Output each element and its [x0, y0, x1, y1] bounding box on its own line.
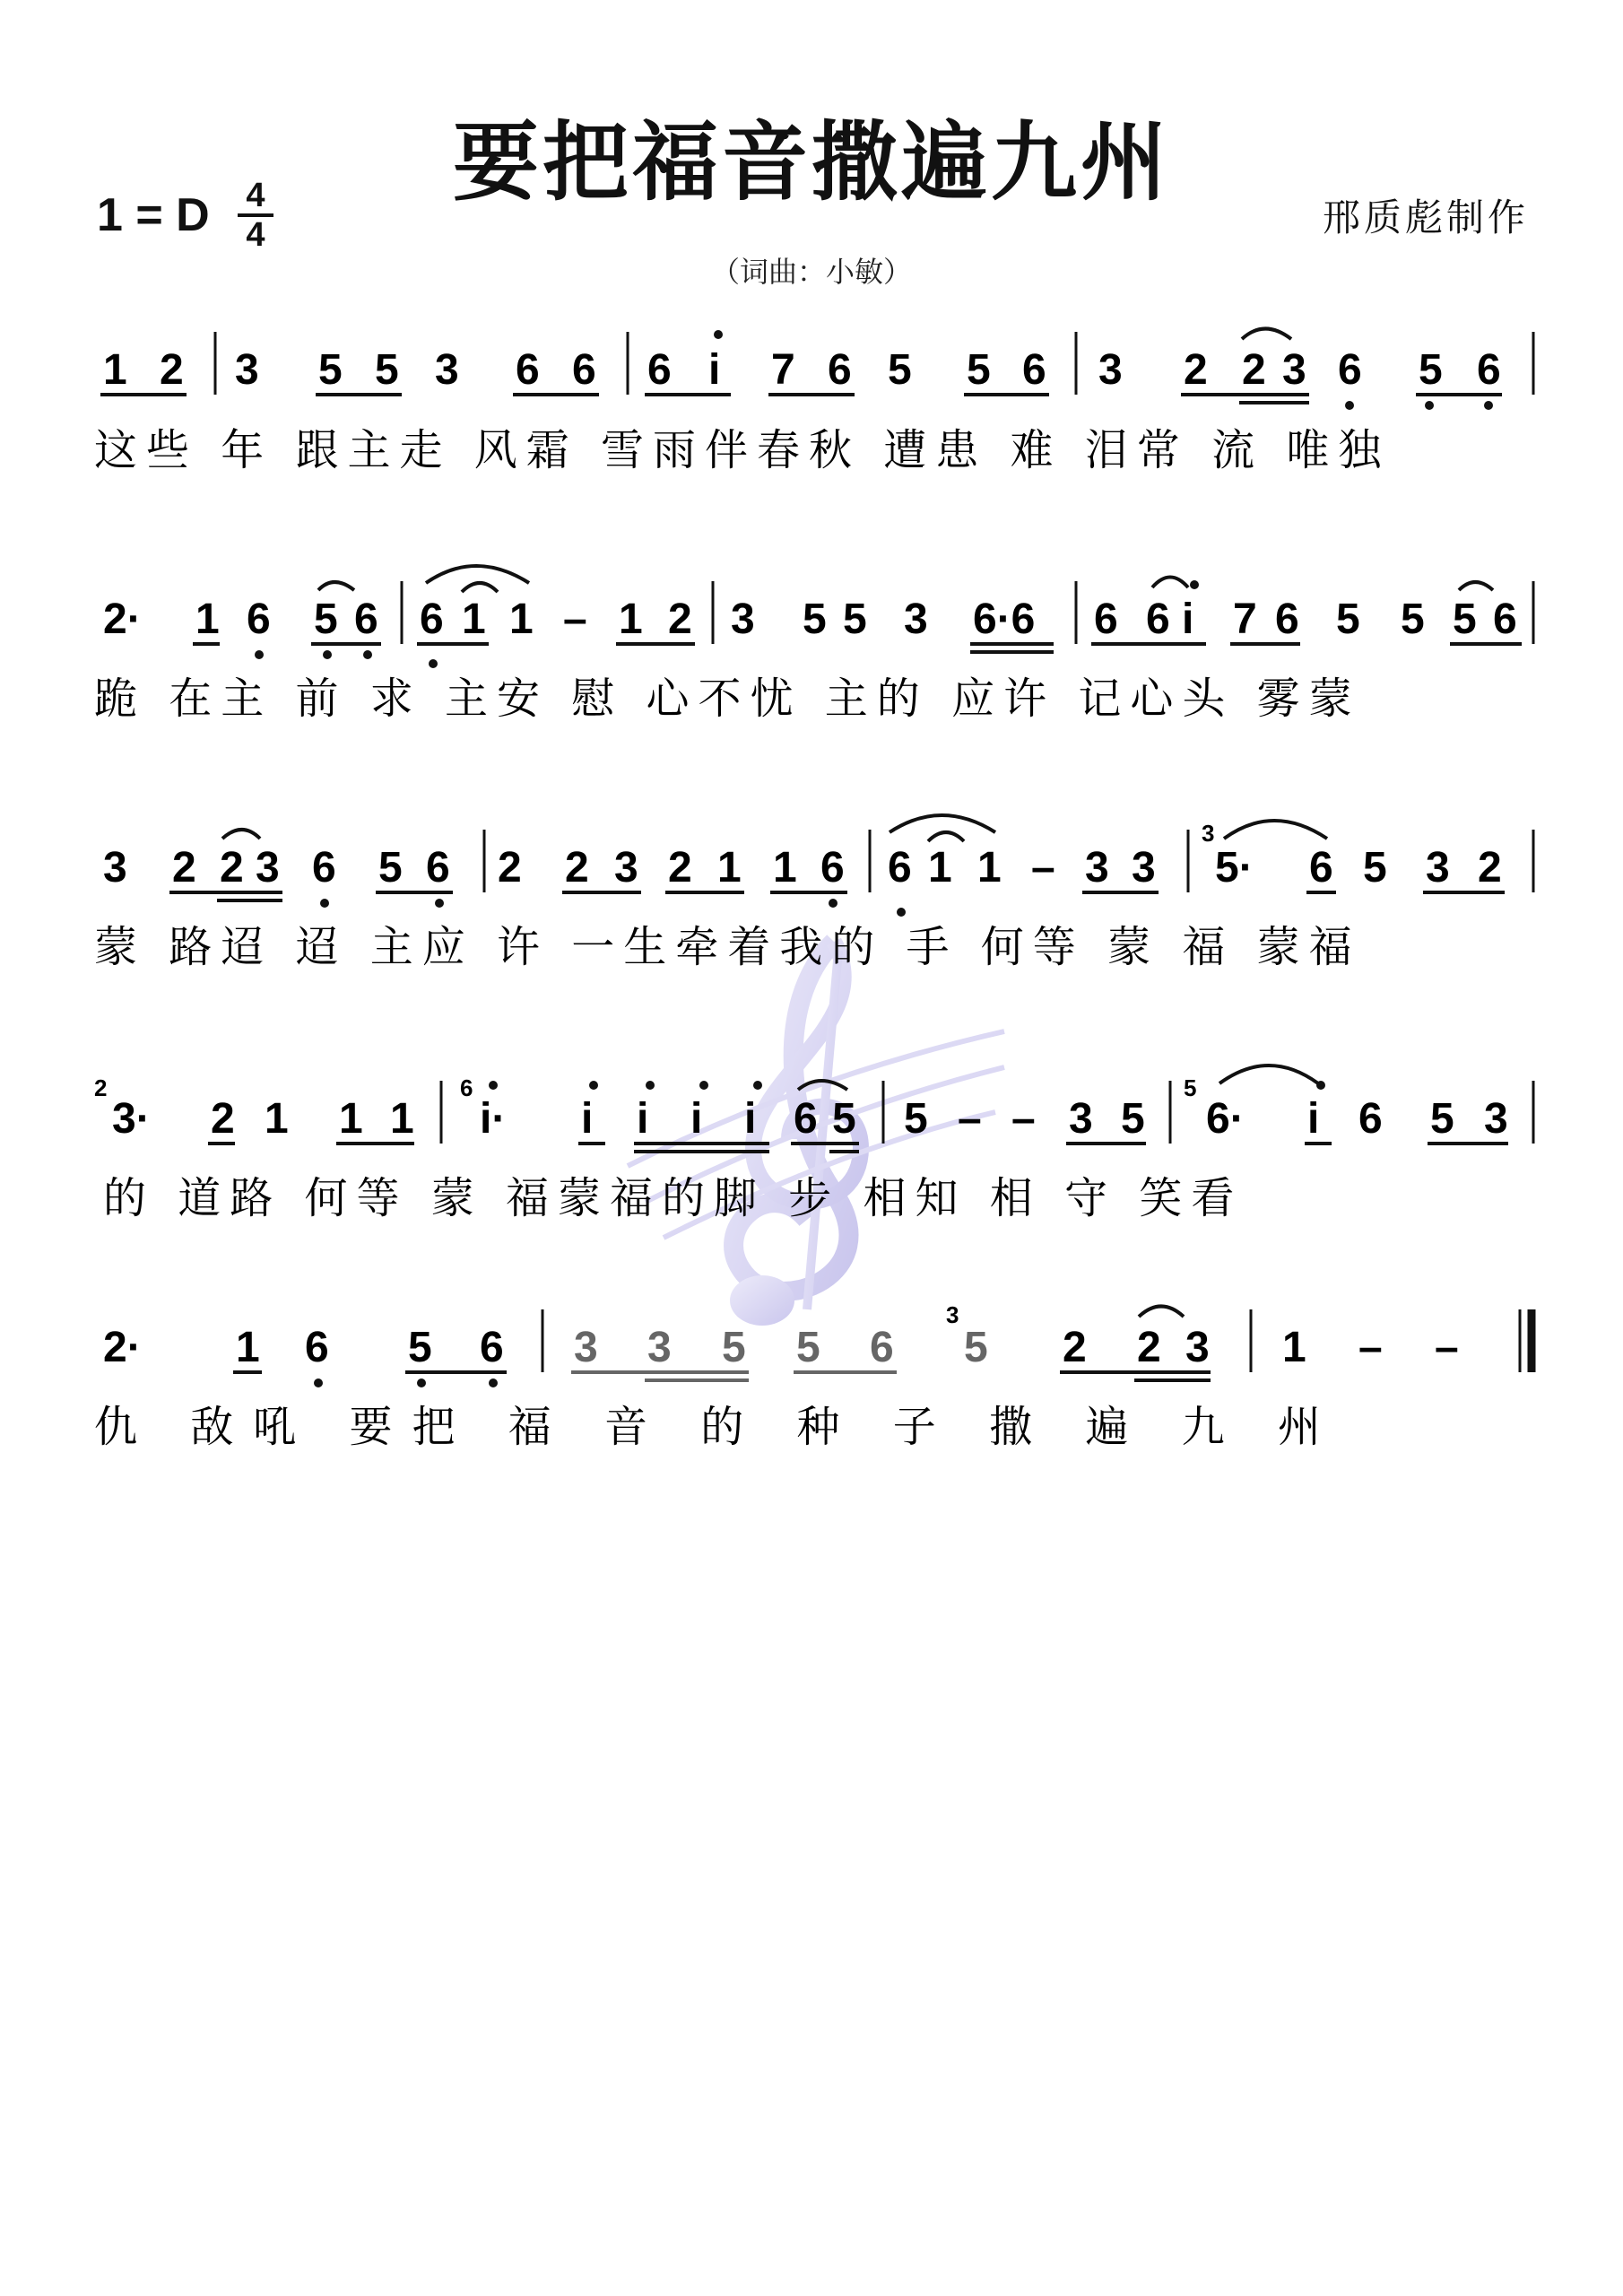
note: 3	[614, 844, 638, 891]
note: 2	[1242, 346, 1266, 394]
lyrics-line-4: 的 道路 何等 蒙 福蒙福的脚 步 相知 相 守 笑看	[103, 1173, 1244, 1223]
line-1-notes	[103, 346, 1501, 394]
note: i·	[480, 1095, 507, 1143]
note: 6	[354, 596, 378, 643]
note: 1	[390, 1095, 414, 1143]
note: 5	[1121, 1095, 1145, 1143]
maker-credit: 邢质彪制作	[1322, 196, 1529, 239]
note: 5	[408, 1324, 432, 1371]
note: 5	[803, 596, 827, 643]
note: 5	[722, 1324, 746, 1371]
note: 2	[565, 844, 589, 891]
lyrics-credit: （词曲：小敏）	[710, 255, 912, 289]
note: 1	[619, 596, 643, 643]
note: 3	[1132, 844, 1156, 891]
note: 5	[318, 346, 343, 394]
note: 1	[339, 1095, 363, 1143]
note: 1	[717, 844, 742, 891]
note: 3	[1185, 1324, 1210, 1371]
note: 6	[1146, 596, 1170, 643]
note: 6	[1358, 1095, 1383, 1143]
note: 6	[1338, 346, 1362, 394]
note: 7	[1233, 596, 1257, 643]
note: 5	[314, 596, 338, 643]
note: 2·	[103, 596, 142, 643]
lyrics-line-1: 这些 年 跟主走 风霜 雪雨伴春秋 遭患 难 泪常 流 唯独	[94, 425, 1391, 475]
note: 2	[498, 844, 522, 891]
note: 3	[103, 844, 127, 891]
note: 5	[375, 346, 399, 394]
note: 2	[1063, 1324, 1087, 1371]
note: i	[637, 1095, 649, 1143]
note: 6	[1309, 844, 1333, 891]
note: 6	[1493, 596, 1517, 643]
note: 3·	[112, 1095, 151, 1143]
note: 3	[647, 1324, 672, 1371]
note: 6	[870, 1324, 894, 1371]
note: 2	[211, 1095, 235, 1143]
time-top: 4	[246, 177, 265, 214]
note: 6	[794, 1095, 818, 1143]
line-5-dots	[314, 1378, 498, 1387]
lyrics-line-5: 仇 敌吼 要把 福 音 的 种 子 撒 遍 九 州	[94, 1402, 1341, 1452]
note: 5	[964, 1324, 988, 1371]
note: 7	[771, 346, 795, 394]
note: 3	[1426, 844, 1450, 891]
svg-text:3: 3	[1202, 820, 1215, 847]
line-4-dots	[489, 1081, 1325, 1090]
note: 3	[235, 346, 259, 394]
svg-text:2: 2	[94, 1074, 108, 1101]
note: 3	[1484, 1095, 1508, 1143]
lyrics-line-2: 跪 在主 前 求 主安 慰 心不忧 主的 应许 记心头 雾蒙	[94, 674, 1361, 724]
note: 5	[1419, 346, 1443, 394]
note: 2	[668, 596, 692, 643]
line-3-notes	[103, 844, 1502, 891]
note: 3	[574, 1324, 598, 1371]
note: 6	[480, 1324, 504, 1371]
note: 5	[1401, 596, 1425, 643]
note: 1	[928, 844, 952, 891]
note: i	[1182, 596, 1194, 643]
note: 6	[1094, 596, 1118, 643]
note: 2	[172, 844, 196, 891]
note: 2	[1184, 346, 1208, 394]
note: 5	[904, 1095, 928, 1143]
note: 6	[312, 844, 336, 891]
note: 5	[1363, 844, 1387, 891]
note: 5	[832, 1095, 856, 1143]
note: 1	[462, 596, 486, 643]
note: 5·	[1215, 844, 1254, 891]
note: 1	[195, 596, 220, 643]
note: 5	[1336, 596, 1360, 643]
note: 5	[796, 1324, 820, 1371]
svg-text:3: 3	[946, 1301, 959, 1328]
note: 2	[1137, 1324, 1161, 1371]
note: 6	[1022, 346, 1046, 394]
svg-text:5: 5	[1184, 1074, 1197, 1101]
note: –	[563, 596, 587, 643]
note: 6	[305, 1324, 329, 1371]
note: –	[958, 1095, 982, 1143]
note: 1	[265, 1095, 289, 1143]
note: 3	[1085, 844, 1109, 891]
song-title: 要把福音撒遍九州	[453, 112, 1170, 213]
note: 6	[420, 596, 444, 643]
note: 5	[1430, 1095, 1454, 1143]
note: 2	[1478, 844, 1502, 891]
note: 1	[1282, 1324, 1306, 1371]
note: 2	[220, 844, 244, 891]
note: 5	[967, 346, 991, 394]
note: 5	[888, 346, 912, 394]
key-signature: 1 = D	[97, 189, 210, 241]
note: 2	[160, 346, 184, 394]
note: 3	[1282, 346, 1306, 394]
note: 1	[509, 596, 534, 643]
line-5-notes	[103, 1324, 1459, 1371]
note: 5	[1453, 596, 1477, 643]
note: 5	[843, 596, 867, 643]
note: 5	[378, 844, 403, 891]
time-bottom: 4	[246, 216, 265, 254]
note: 6·	[1206, 1095, 1245, 1143]
note: 3	[904, 596, 928, 643]
note: 1	[773, 844, 797, 891]
note: 6	[247, 596, 271, 643]
note: 3	[435, 346, 459, 394]
note: i	[744, 1095, 757, 1143]
note: 1	[236, 1324, 260, 1371]
note: 2·	[103, 1324, 142, 1371]
note: i	[1307, 1095, 1320, 1143]
lyrics-line-3: 蒙 路迢 迢 主应 许 一生牵着我的 手 何等 蒙 福 蒙福	[94, 922, 1361, 972]
note: –	[1011, 1095, 1036, 1143]
line-2-dots	[255, 580, 1199, 668]
note: 3	[731, 596, 755, 643]
svg-text:6: 6	[460, 1074, 473, 1101]
line-2-notes	[103, 596, 1517, 643]
note: 6	[1275, 596, 1299, 643]
note: i	[708, 346, 721, 394]
note: 3	[1098, 346, 1123, 394]
note: 6	[426, 844, 450, 891]
line-4-notes	[112, 1095, 1508, 1143]
note: i	[581, 1095, 594, 1143]
line-3-dots	[320, 899, 906, 917]
note: 6·6	[973, 596, 1036, 643]
note: –	[1435, 1324, 1459, 1371]
line-5-grace	[946, 1301, 959, 1328]
note: 1	[977, 844, 1002, 891]
note: –	[1358, 1324, 1383, 1371]
note: –	[1031, 844, 1055, 891]
note: 6	[647, 346, 672, 394]
note: 6	[572, 346, 596, 394]
note: 6	[828, 346, 852, 394]
note: 3	[1069, 1095, 1093, 1143]
note: 6	[888, 844, 912, 891]
note: i	[690, 1095, 703, 1143]
note: 6	[516, 346, 540, 394]
note: 3	[256, 844, 280, 891]
note: 6	[820, 844, 845, 891]
note: 6	[1477, 346, 1501, 394]
note: 2	[668, 844, 692, 891]
line-3-grace	[1202, 820, 1214, 847]
note: 1	[103, 346, 127, 394]
